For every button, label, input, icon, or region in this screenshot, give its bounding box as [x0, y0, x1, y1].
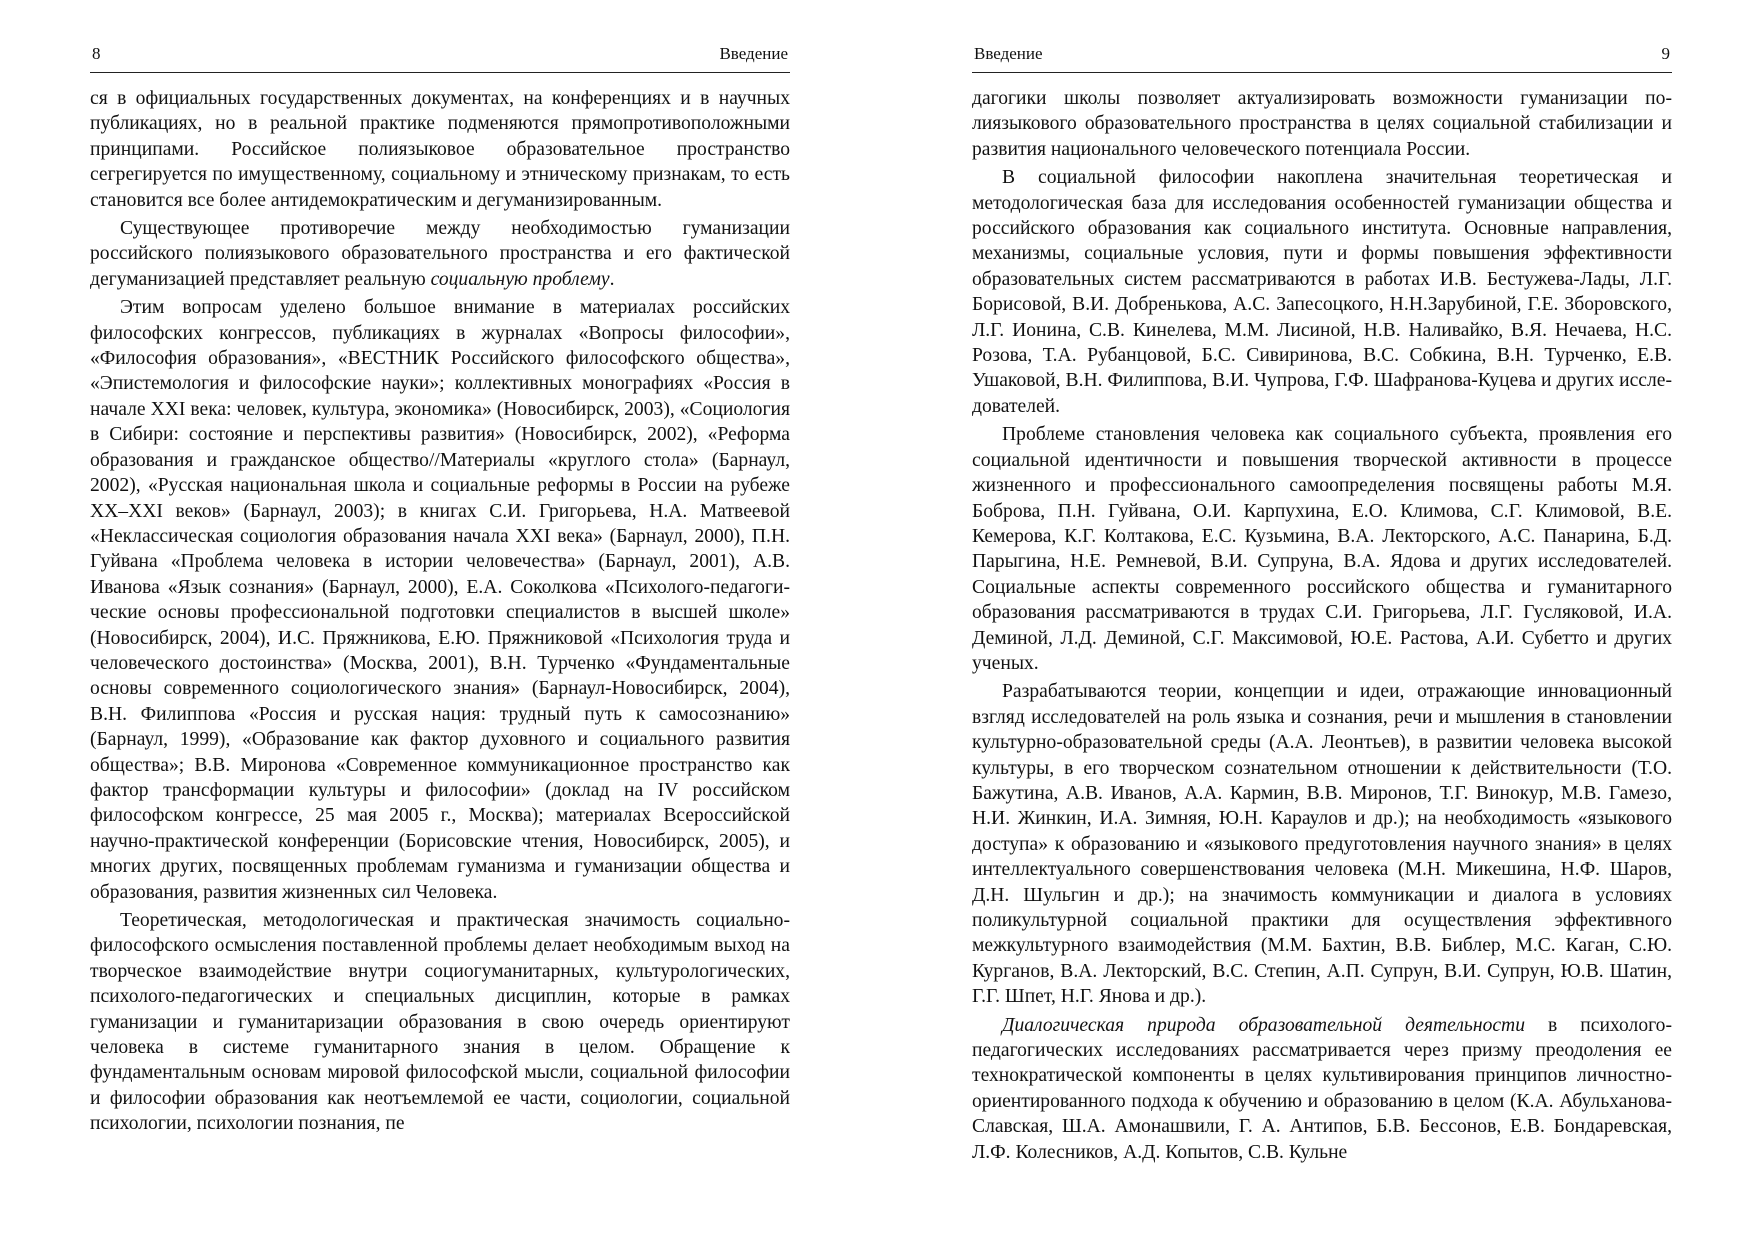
right-running-title: Введение	[974, 44, 1043, 63]
right-body-text	[972, 86, 1672, 1165]
left-page-number: 8	[92, 44, 101, 63]
left-page	[90, 0, 790, 1241]
left-paragraph-3: Этим вопросам уделено большое внимание в материалах российских философских конгрессов, публикациях в журналах «Вопросы философии», «Философия образования», «ВЕСТНИК Российского философского общества», «Эпистемология и философские науки»; коллективных монографиях «Россия в начале XXI века: человек, культура, экономика» (Новосибирск, 2003), «Социология в Сибири: состояние и перспективы развития» (Новосибирск, 2002), «Реформа образования и гражданское общество//Материалы «круглого стола» (Барнаул, 2002), «Русская национальная школа и социальные реформы в России на рубеже XX–XXI веков» (Барнаул, 2003); в книгах С.И. Григорьева, Н.А. Матвеевой «Неклассическая социология образования начала XXI века» (Барнаул, 2000), П.Н. Гуйвана «Проблема человека в истории человечества» (Барнаул, 2001), А.В. Иванова «Язык сознания» (Барнаул, 2000), Е.А. Соколкова «Психолого-педагогические основы профессиональной подготовки специалистов в высшей школе» (Новосибирск, 2004), И.С. Пряжникова, Е.Ю. Пряжниковой «Психология труда и человеческого достоинства» (Москва, 2001), В.Н. Турченко «Фундаментальные основы современного социологического знания» (Барнаул-Новосибирск, 2004), В.Н. Филиппова «Россия и русская нация: трудный путь к самосознанию» (Барнаул, 1999), «Образование как фактор духовного и социального развития общества»; В.В. Миронова «Современное коммуникационное пространство как фактор трансформации культуры и философии» (доклад на IV российском философском конгрессе, 25 мая 2005 г., Москва); материалах Всероссийской научно-практической конференции (Борисовские чтения, Новосибирск, 2005), и многих других, посвященных проблемам гуманизма и гуманизации общества и образования, развития жизненных сил Человека.	[90, 297, 790, 903]
left-running-title: Введение	[719, 44, 788, 63]
right-paragraph-4: Разрабатываются теории, концепции и идеи, отражающие инновационный взгляд исследователей на роль языка и сознания, речи и мышления в становлении культурно-образовательной среды (А.А. Леонтьев), в развитии человека высокой культуры, в его творческом сознательном отношении к действительности (Т.О. Бажутина, А.В. Иванов, А.А. Кармин, В.В. Миронов, Т.Г. Винокур, М.В. Гамезо, Н.И. Жинкин, И.А. Зимняя, Ю.Н. Караулов и др.); на необходимость «языкового доступа» к образованию и «языкового предуготовления научного знания» в целях интеллектуального совершенствования человека (М.Н. Микешина, Н.Ф. Шаров, Д.Н. Шульгин и др.); на значимость коммуникации и диалога в условиях поликультурной социальной практики для осуществления эффективного межкультурного взаимодействия (М.М. Бахтин, В.В. Библер, М.С. Каган, С.Ю. Курганов, В.А. Лекторский, В.С. Степин, А.П. Супрун, В.И. Супрун, Ю.В. Шатин, Г.Г. Шпет, Н.Г. Янова и др.).	[972, 681, 1672, 1008]
right-paragraph-5-italic: Диалогическая природа образовательной деятельности	[1002, 1014, 1526, 1036]
left-paragraph-4: Теоретическая, методологическая и практическая значимость социально-философского осмысления поставленной проблемы делает необходимым выход на творческое взаимодействие внутри социогуманитарных, культурологических, психолого-педагогических и специальных дисциплин, которые в рамках гуманизации и гуманитаризации образования в свою очередь ориентируют человека в системе гуманитарного знания в целом. Обращение к фундаментальным основам мировой философской мысли, социальной философии и философии образования как неотъемлемой ее части, социологии, социальной психологии, психологии познания, пе	[90, 910, 790, 1135]
right-paragraph-3: Проблеме становления человека как социального субъекта, проявления его социальной идентичности и повышения творческой активности в процессе жизненного и профессионального самоопределения посвящены работы М.Я. Боброва, П.Н. Гуйвана, О.И. Карпухина, Е.О. Климова, С.Г. Климовой, В.Е. Кемерова, К.Г. Колтакова, Е.С. Кузьмина, В.А. Лекторского, А.С. Панарина, Б.Д. Парыгина, Н.Е. Ремневой, В.И. Супруна, В.А. Ядова и других исследователей. Социальные аспекты современного российского общества и гуманитарного образования рассматриваются в трудах С.И. Григорьева, Л.Г. Гусляковой, И.А. Деминой, Л.Д. Деминой, С.Г. Максимовой, Ю.Е. Растова, А.И. Субетто и других ученых.	[972, 424, 1672, 674]
left-body-text	[90, 86, 790, 1137]
left-paragraph-1: ся в официальных государственных документах, на конференциях и в научных публикациях, но в реальной практике подменяются прямопротивоположными принципами. Российское полиязыковое образовательное пространство сегрегируется по имущественному, социальному и этническому признакам, то есть становится все более антидемократическим и дегуманизированным.	[90, 88, 790, 211]
left-paragraph-2-text: Существующее противоречие между необходимостью гуманизации российского полиязыкового образовательного пространства и его фактической дегуманизацией представляет реальную	[90, 218, 790, 290]
left-paragraph-2-italic: социальную проблему	[430, 268, 610, 290]
left-paragraph-2-end: .	[609, 268, 615, 290]
right-page-number: 9	[1661, 44, 1670, 63]
right-paragraph-2: В социальной философии накоплена значительная теоретическая и методологическая база для исследования особенностей гуманизации общества и российского образования как социального института. Основные направления, механизмы, социальные условия, пути и формы повышения эффективности образовательных систем рассматриваются в работах И.В. Бестужева-Лады, Л.Г. Борисовой, В.И. Добренькова, А.С. Запесоцкого, Н.Н.Зарубиной, Г.Е. Зборовского, Л.Г. Ионина, С.В. Кинелева, М.М. Лисиной, Н.В. Наливайко, В.Я. Нечаева, Н.С. Розова, Т.А. Рубанцовой, Б.С. Сивиринова, В.С. Собкина, В.Н. Турченко, Е.В. Ушаковой, В.Н. Филиппова, В.И. Чупрова, Г.Ф. Шафранова-Куцева и других исследователей.	[972, 167, 1672, 417]
right-page	[972, 0, 1672, 1241]
left-paragraph-2	[90, 216, 790, 292]
right-running-head	[972, 44, 1672, 73]
right-paragraph-5	[972, 1013, 1672, 1165]
left-running-head	[90, 44, 790, 73]
right-paragraph-1: дагогики школы позволяет актуализировать возможности гуманизации полиязыкового образовательного пространства в целях социальной стабилизации и развития национального человеческого потенциала России.	[972, 88, 1672, 160]
right-paragraph-5-text: в психолого-педагогических исследованиях рассматривается через призму преодоления ее технократической компоненты в целях культивирования принципов личностно-ориентированного подхода к обучению и образованию в целом (К.А. Абульханова-Славская, Ш.А. Амонашвили, Г. А. Антипов, Б.В. Бессонов, Е.В. Бондаревская, Л.Ф. Колесников, А.Д. Копытов, С.В. Кульне	[972, 1014, 1672, 1163]
